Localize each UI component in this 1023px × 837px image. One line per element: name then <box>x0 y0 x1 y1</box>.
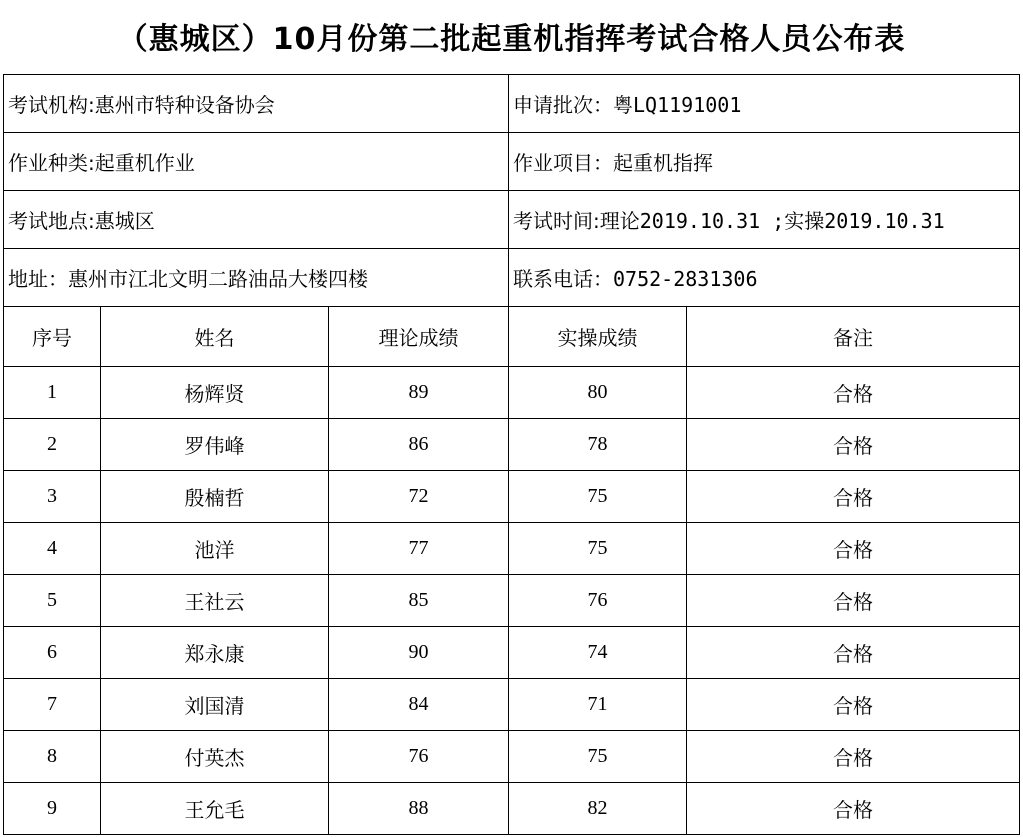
exam-org-value: 惠州市特种设备协会 <box>94 93 275 117</box>
table-row <box>4 575 1020 627</box>
name-cell: 郑永康 <box>101 627 329 679</box>
row-number-cell: 6 <box>4 627 101 679</box>
exam-time-label: 考试时间: <box>513 209 600 233</box>
work-item-cell <box>509 133 1020 191</box>
results-table <box>3 74 1020 835</box>
category-label: 作业种类: <box>8 151 95 175</box>
practice-score-cell: 80 <box>509 367 687 419</box>
location-label: 考试地点: <box>8 209 95 233</box>
column-header-theory: 理论成绩 <box>329 307 509 367</box>
row-number-cell: 8 <box>4 731 101 783</box>
remark-cell: 合格 <box>687 679 1020 731</box>
name-cell: 付英杰 <box>101 731 329 783</box>
practice-score-cell: 75 <box>509 523 687 575</box>
table-row <box>4 679 1020 731</box>
exam-org-label: 考试机构: <box>8 93 95 117</box>
table-row <box>4 731 1020 783</box>
table-row <box>4 783 1020 835</box>
work-item-value: 起重机指挥 <box>613 151 714 175</box>
work-item-label: 作业项目： <box>513 151 614 175</box>
column-header-no: 序号 <box>4 307 101 367</box>
remark-cell: 合格 <box>687 471 1020 523</box>
table-row <box>4 419 1020 471</box>
exam-time-cell <box>509 191 1020 249</box>
practice-score-cell: 78 <box>509 419 687 471</box>
location-cell <box>4 191 509 249</box>
theory-score-cell: 85 <box>329 575 509 627</box>
batch-value: 粤LQ1191001 <box>613 93 742 117</box>
remark-cell: 合格 <box>687 575 1020 627</box>
table-row <box>4 367 1020 419</box>
theory-score-cell: 84 <box>329 679 509 731</box>
table-row <box>4 523 1020 575</box>
practice-score-cell: 75 <box>509 731 687 783</box>
theory-score-cell: 88 <box>329 783 509 835</box>
remark-cell: 合格 <box>687 783 1020 835</box>
name-cell: 王允毛 <box>101 783 329 835</box>
practice-score-cell: 75 <box>509 471 687 523</box>
table-header-row <box>4 307 1020 367</box>
info-row-category <box>4 133 1020 191</box>
theory-score-cell: 76 <box>329 731 509 783</box>
practice-score-cell: 71 <box>509 679 687 731</box>
column-header-name: 姓名 <box>101 307 329 367</box>
remark-cell: 合格 <box>687 523 1020 575</box>
theory-score-cell: 72 <box>329 471 509 523</box>
remark-cell: 合格 <box>687 731 1020 783</box>
remark-cell: 合格 <box>687 627 1020 679</box>
theory-score-cell: 86 <box>329 419 509 471</box>
phone-cell <box>509 249 1020 307</box>
row-number-cell: 4 <box>4 523 101 575</box>
row-number-cell: 1 <box>4 367 101 419</box>
name-cell: 杨辉贤 <box>101 367 329 419</box>
theory-score-cell: 89 <box>329 367 509 419</box>
exam-org-cell <box>4 75 509 133</box>
table-row <box>4 627 1020 679</box>
name-cell: 刘国清 <box>101 679 329 731</box>
info-row-org <box>4 75 1020 133</box>
info-row-address <box>4 249 1020 307</box>
address-cell <box>4 249 509 307</box>
column-header-practice: 实操成绩 <box>509 307 687 367</box>
column-header-remark: 备注 <box>687 307 1020 367</box>
table-row <box>4 471 1020 523</box>
name-cell: 池洋 <box>101 523 329 575</box>
theory-score-cell: 90 <box>329 627 509 679</box>
practice-score-cell: 74 <box>509 627 687 679</box>
info-row-location <box>4 191 1020 249</box>
category-value: 起重机作业 <box>94 151 195 175</box>
practice-score-cell: 82 <box>509 783 687 835</box>
page-title: （惠城区）10月份第二批起重机指挥考试合格人员公布表 <box>117 22 906 57</box>
name-cell: 殷楠哲 <box>101 471 329 523</box>
phone-label: 联系电话： <box>513 267 614 291</box>
name-cell: 王社云 <box>101 575 329 627</box>
row-number-cell: 7 <box>4 679 101 731</box>
address-value: 惠州市江北文明二路油品大楼四楼 <box>68 267 368 291</box>
category-cell <box>4 133 509 191</box>
batch-label: 申请批次： <box>513 93 614 117</box>
theory-score-cell: 77 <box>329 523 509 575</box>
phone-value: 0752-2831306 <box>613 267 758 291</box>
name-cell: 罗伟峰 <box>101 419 329 471</box>
row-number-cell: 9 <box>4 783 101 835</box>
location-value: 惠城区 <box>94 209 155 233</box>
row-number-cell: 5 <box>4 575 101 627</box>
address-label: 地址： <box>8 267 68 291</box>
batch-cell <box>509 75 1020 133</box>
remark-cell: 合格 <box>687 367 1020 419</box>
remark-cell: 合格 <box>687 419 1020 471</box>
row-number-cell: 3 <box>4 471 101 523</box>
exam-time-value: 理论2019.10.31 ;实操2019.10.31 <box>599 209 945 233</box>
row-number-cell: 2 <box>4 419 101 471</box>
practice-score-cell: 76 <box>509 575 687 627</box>
